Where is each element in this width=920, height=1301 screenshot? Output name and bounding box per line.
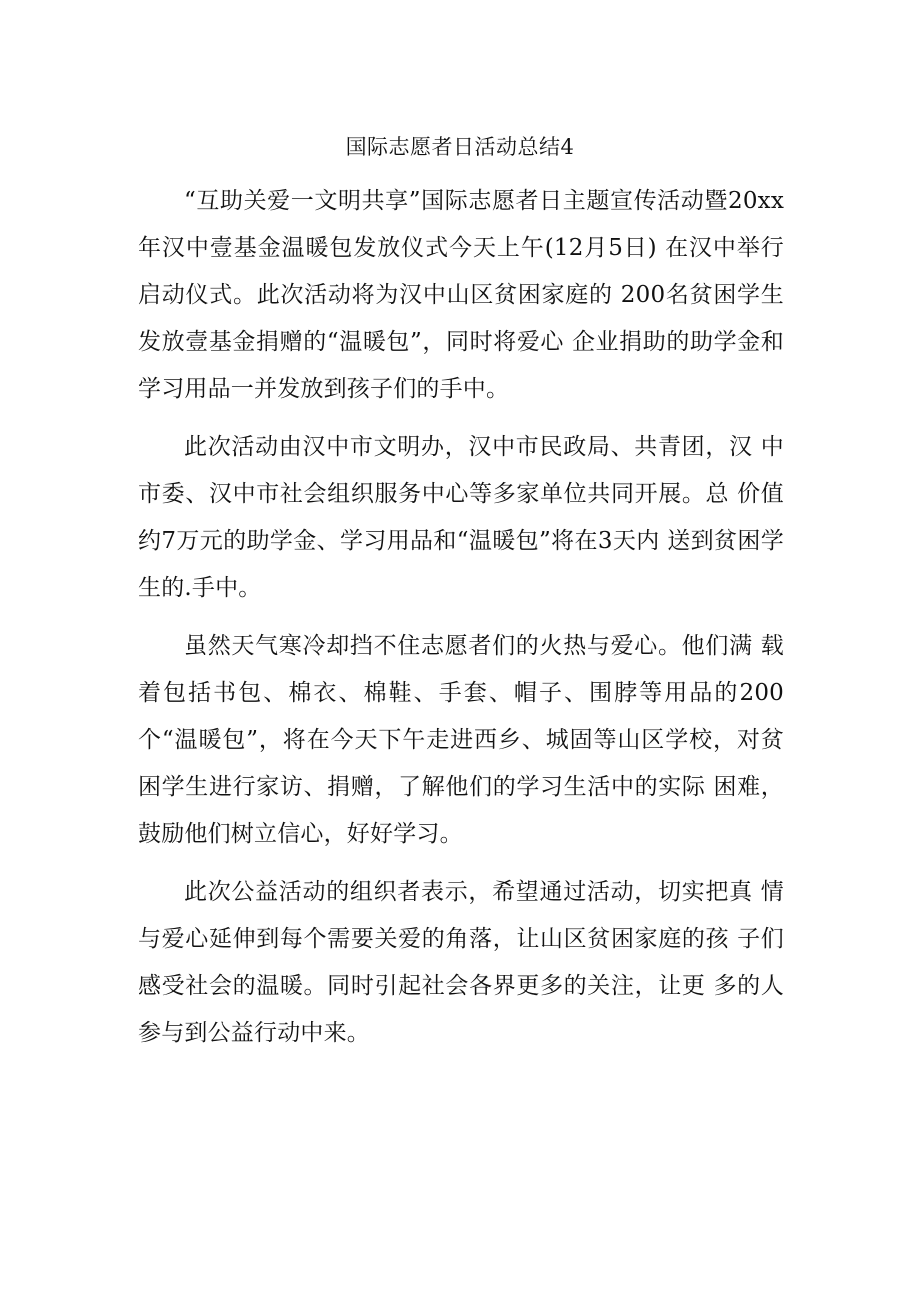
- document-body: [138, 178, 784, 1068]
- paragraph-2: 此次活动由汉中市文明办，汉中市民政局、共青团，汉 中市委、汉中市社会组织服务中心等多家单位共同开展。总 价值约7万元的助学金、学习用品和“温暖包”将在3天内 送到贫困学生的.手中。: [138, 434, 784, 601]
- paragraph-3: 虽然天气寒冷却挡不住志愿者们的火热与爱心。他们满 载着包括书包、棉衣、棉鞋、手套、帽子、围脖等用品的200 个“温暖包”，将在今天下午走进西乡、城固等山区学校，对贫困学生进行家访、捐赠，了解他们的学习生活中的实际 困难，鼓励他们树立信心，好好学习。: [138, 633, 784, 847]
- paragraph-1: “互助关爱一文明共享”国际志愿者日主题宣传活动暨20xx年汉中壹基金温暖包发放仪式今天上午(12月5日) 在汉中举行启动仪式。此次活动将为汉中山区贫困家庭的 200名贫困学生发放壹基金捐赠的“温暖包”，同时将爱心 企业捐助的助学金和学习用品一并发放到孩子们的手中。: [138, 188, 784, 402]
- document-title: 国际志愿者日活动总结4: [345, 135, 575, 159]
- paragraph-4: 此次公益活动的组织者表示，希望通过活动，切实把真 情与爱心延伸到每个需要关爱的角落，让山区贫困家庭的孩 子们感受社会的温暖。同时引起社会各界更多的关注，让更 多的人参与到公益行动中来。: [138, 879, 784, 1046]
